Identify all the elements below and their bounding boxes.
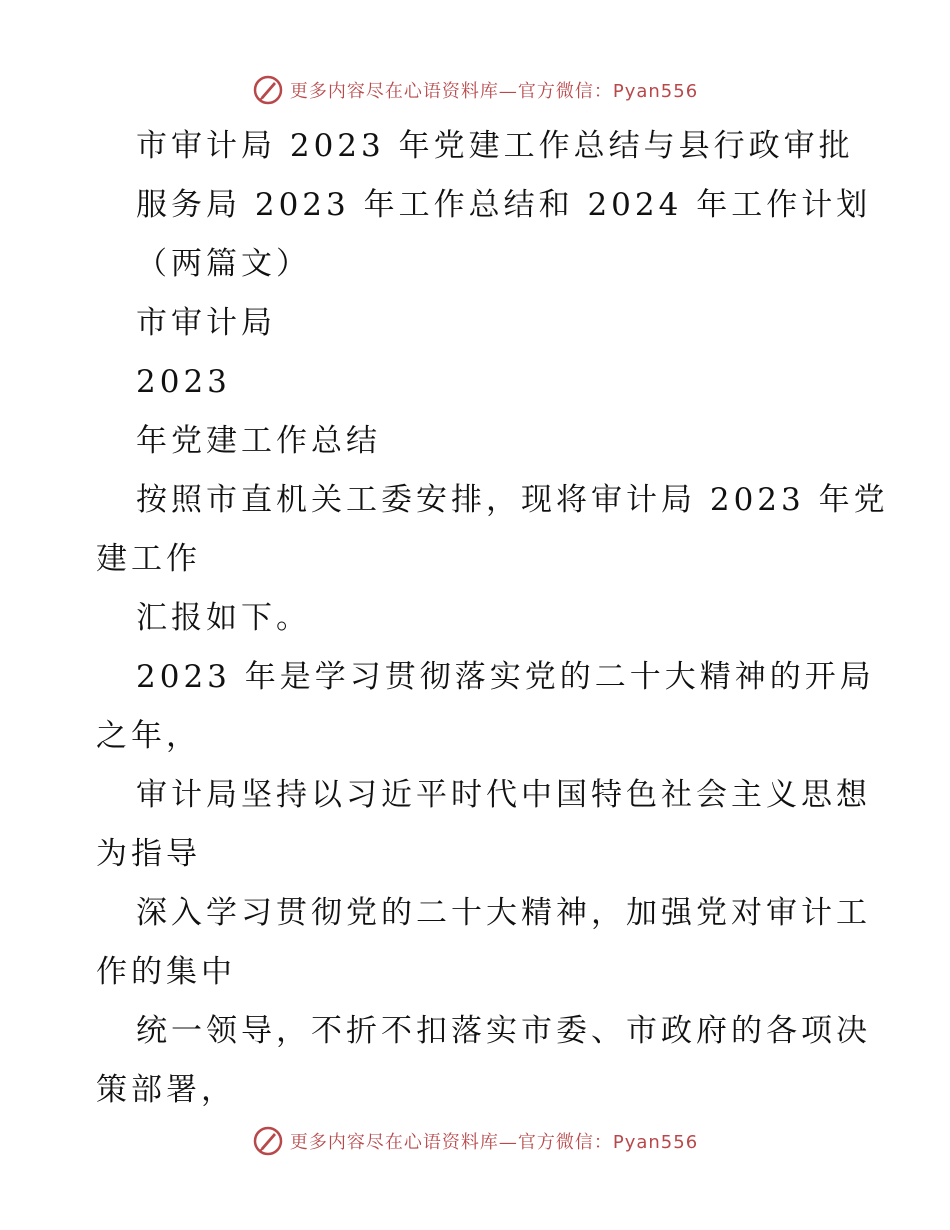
watermark-label: 更多内容尽在心语资料库—官方微信：Pyan556 <box>289 81 699 102</box>
text-line: 之年， <box>96 718 201 754</box>
text-line: 市审计局 2023 年党建工作总结与县行政审批 <box>136 128 854 164</box>
text-line: 服务局 2023 年工作总结和 2024 年工作计划 <box>136 187 872 223</box>
text-line: 为指导 <box>96 836 201 872</box>
text-line: 审计局坚持以习近平时代中国特色社会主义思想 <box>136 777 871 813</box>
text-line: 市审计局 <box>136 305 276 341</box>
footer-watermark <box>0 1123 950 1159</box>
text-line: 2023 <box>136 364 231 400</box>
text-line: （两篇文） <box>136 246 311 282</box>
text-line: 汇报如下。 <box>136 600 311 636</box>
header-watermark <box>0 72 950 108</box>
quill-seal-icon <box>252 1125 284 1157</box>
text-line: 统一领导，不折不扣落实市委、市政府的各项决 <box>136 1013 871 1049</box>
watermark-label: 更多内容尽在心语资料库—官方微信：Pyan556 <box>289 1132 699 1153</box>
text-line: 作的集中 <box>96 954 236 990</box>
text-line: 深入学习贯彻党的二十大精神，加强党对审计工 <box>136 895 871 931</box>
quill-seal-icon <box>252 74 284 106</box>
text-line: 策部署， <box>96 1072 236 1108</box>
text-line: 按照市直机关工委安排，现将审计局 2023 年党 <box>136 482 889 518</box>
text-line: 建工作 <box>96 541 201 577</box>
text-line: 年党建工作总结 <box>136 423 381 459</box>
text-line: 2023 年是学习贯彻落实党的二十大精神的开局 <box>136 659 875 695</box>
document-body <box>96 117 889 1120</box>
